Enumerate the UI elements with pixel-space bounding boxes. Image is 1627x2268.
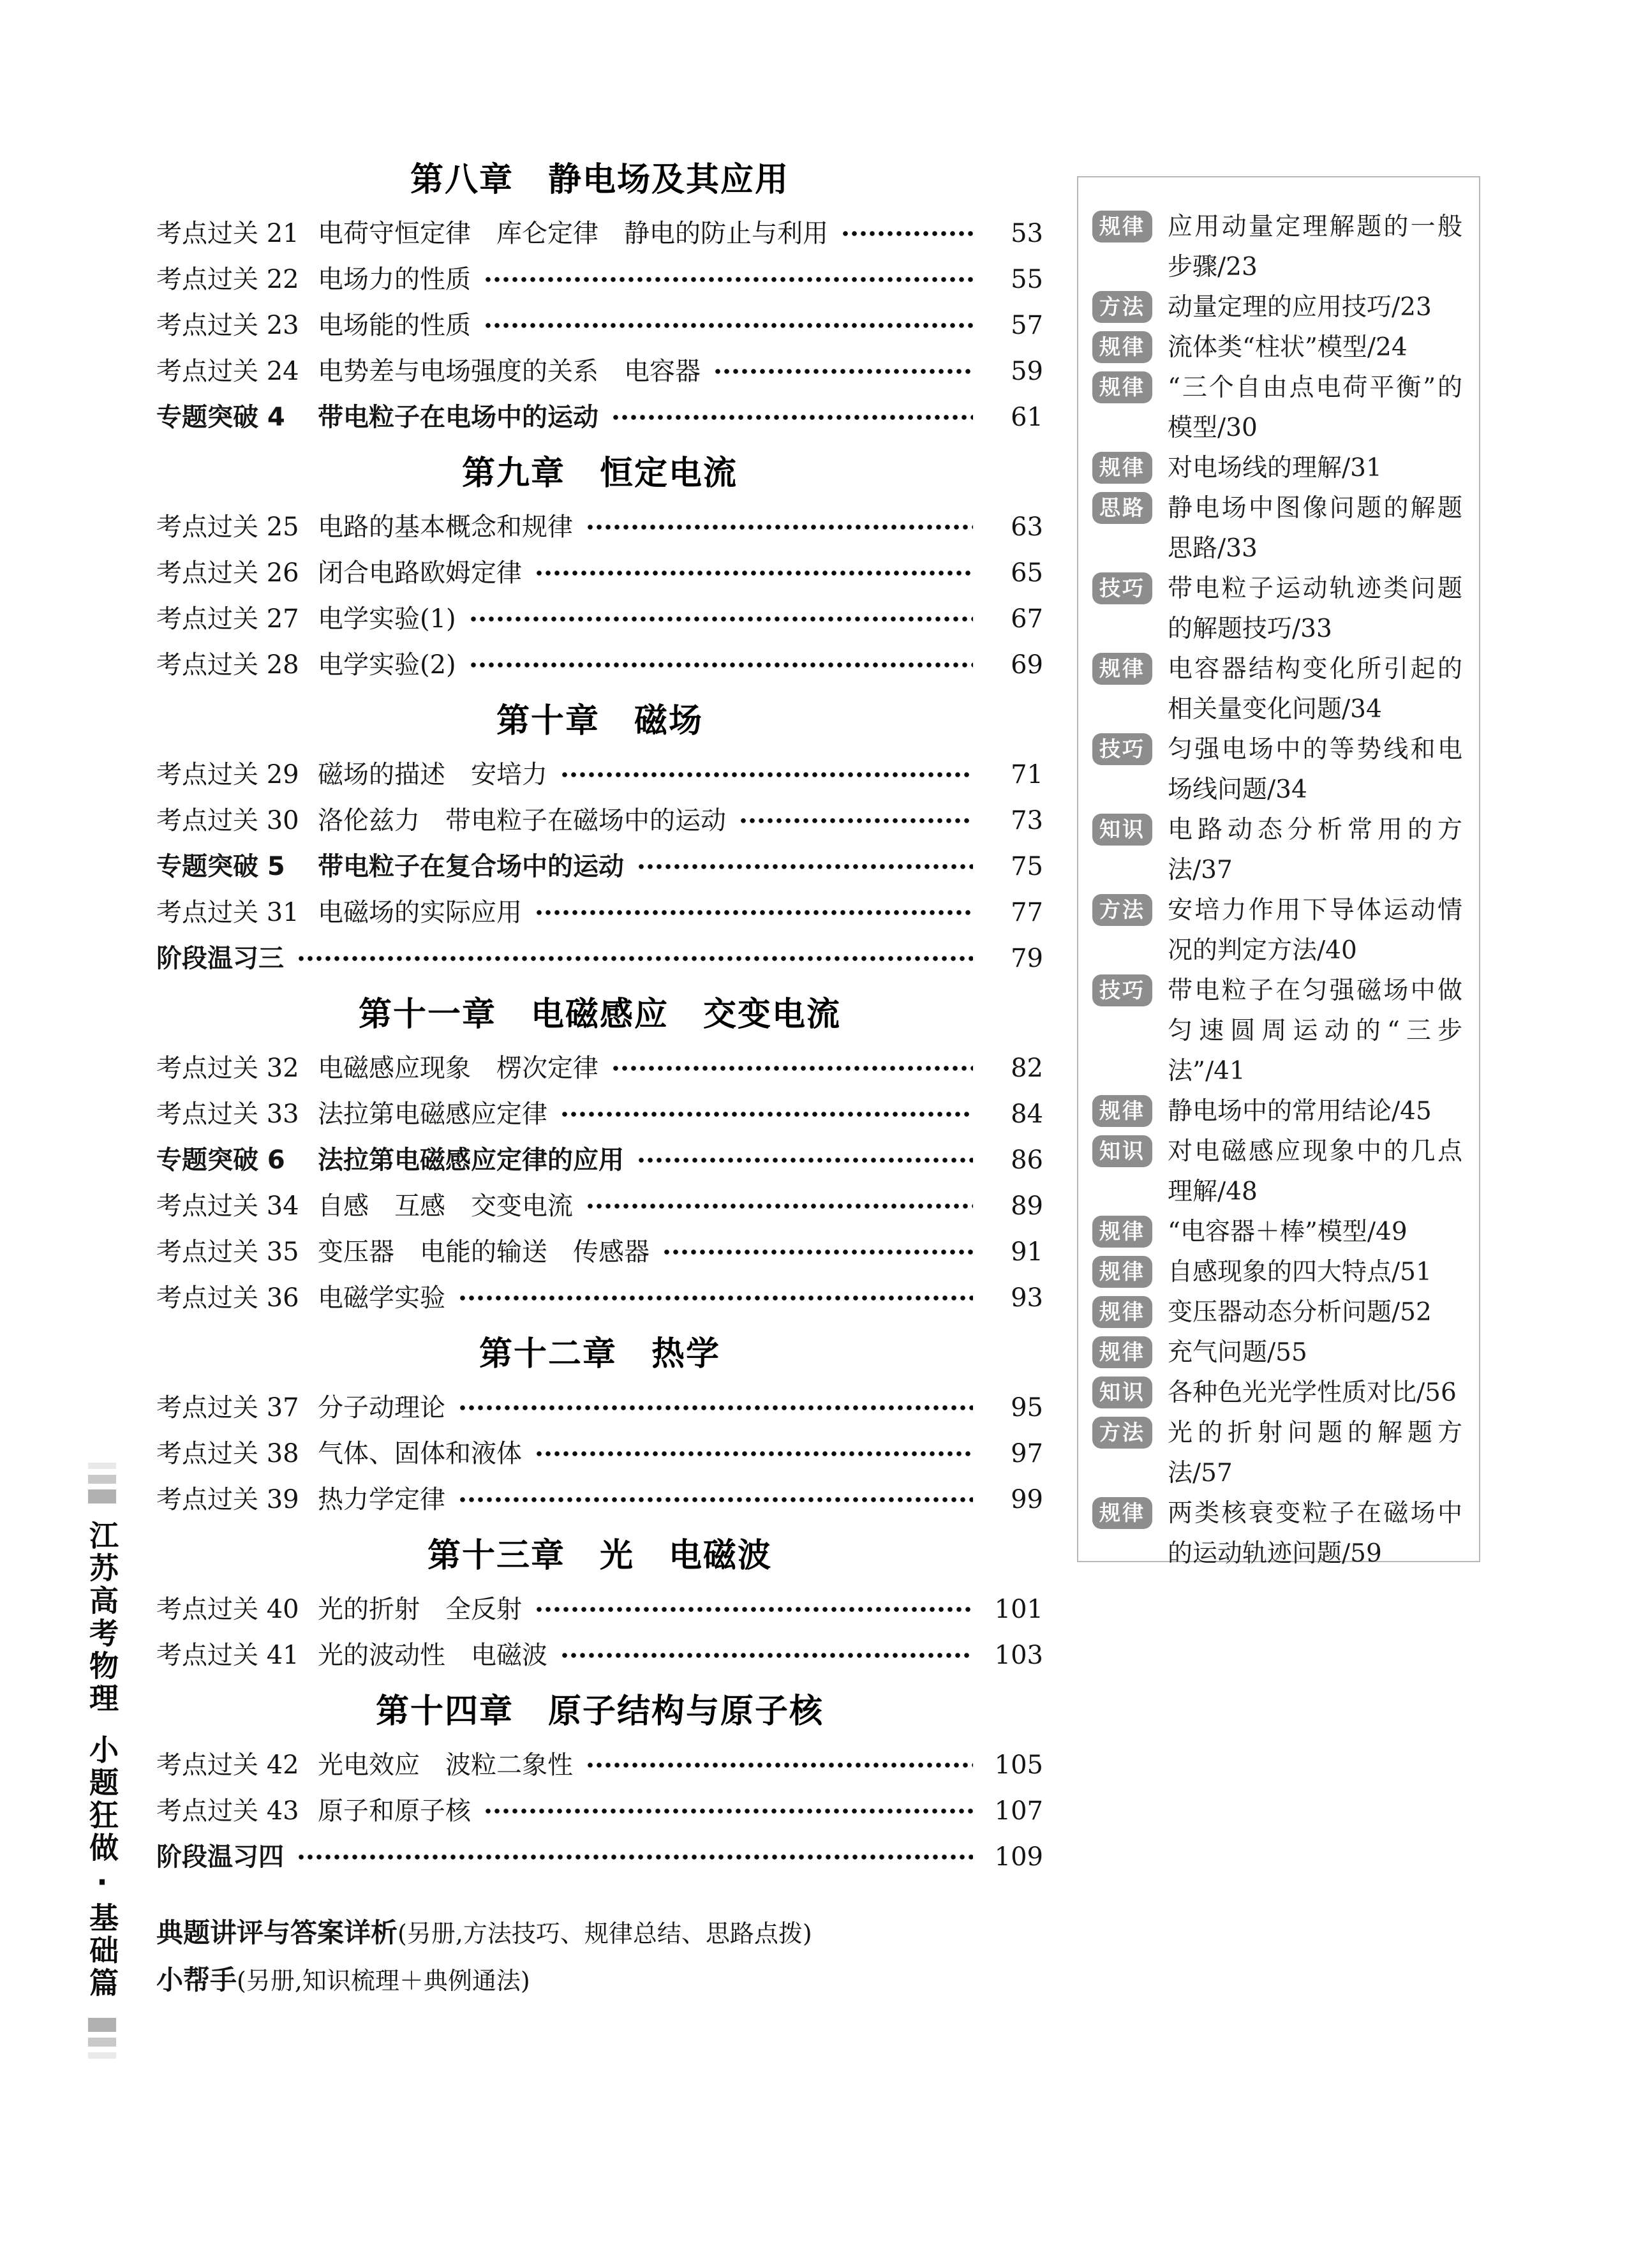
- dot-leader: [713, 366, 973, 377]
- entry-title: 法拉第电磁感应定律: [318, 1100, 547, 1129]
- dot-leader: [458, 1293, 973, 1303]
- entry-page: 53: [1011, 219, 1043, 248]
- tip-text: 对电磁感应现象中的几点理解/48: [1168, 1137, 1462, 1206]
- entry-page: 57: [1011, 311, 1043, 340]
- dot-leader: [611, 412, 973, 422]
- tip-item: [1092, 1332, 1462, 1373]
- tip-text: 充气问题/55: [1168, 1338, 1307, 1367]
- entry-label: 考点过关 39: [156, 1485, 299, 1514]
- dot-leader: [586, 1201, 973, 1211]
- chapter-title: 第十章 磁场: [496, 702, 703, 740]
- tip-text: 静电场中图像问题的解题思路/33: [1168, 494, 1462, 563]
- entry-title: 电场力的性质: [318, 265, 471, 294]
- series-title: 江苏高考物理: [85, 1520, 119, 1715]
- dot-leader: [662, 1247, 973, 1257]
- banner-stripe: [88, 2038, 116, 2047]
- tip-item: [1092, 649, 1462, 729]
- entry-page: 109: [994, 1842, 1043, 1872]
- chapter-title: 第九章 恒定电流: [461, 454, 738, 493]
- entry-title: 光的折射 全反射: [318, 1595, 522, 1624]
- banner-stripe: [88, 1489, 116, 1503]
- entry-page: 105: [994, 1750, 1043, 1780]
- tip-badge: 方法: [1092, 291, 1152, 323]
- toc-entry: [156, 844, 1043, 890]
- toc-entry: [156, 394, 1043, 440]
- tip-item: [1092, 287, 1462, 327]
- tip-item: [1092, 327, 1462, 368]
- entry-label: 专题突破 4: [156, 403, 285, 432]
- tip-text: 带电粒子在匀强磁场中做匀速圆周运动的“三步法”/41: [1168, 976, 1462, 1086]
- tip-item: [1092, 488, 1462, 569]
- tip-badge: 规律: [1092, 211, 1152, 242]
- toc-entry: [156, 302, 1043, 348]
- entry-label: 考点过关 43: [156, 1796, 299, 1826]
- entry-label: 专题突破 5: [156, 852, 285, 881]
- dot-leader: [637, 862, 973, 872]
- toc-entry: [156, 1586, 1043, 1632]
- tip-text: 应用动量定理解题的一般步骤/23: [1168, 213, 1462, 281]
- banner-stripe: [88, 1475, 116, 1484]
- dot-leader: [637, 1155, 973, 1165]
- entry-page: 65: [1011, 558, 1043, 588]
- dot-leader: [560, 1650, 973, 1660]
- tip-item: [1092, 1493, 1462, 1574]
- entry-label: 考点过关 24: [156, 357, 299, 386]
- entry-title: 电势差与电场强度的关系 电容器: [318, 357, 701, 386]
- chapter-title: 第十二章 热学: [479, 1335, 720, 1373]
- tip-badge: 知识: [1092, 1135, 1152, 1167]
- tip-badge: 规律: [1092, 1336, 1152, 1368]
- entry-label: 阶段温习三: [156, 944, 284, 973]
- footer-lead: 典题讲评与答案详析: [156, 1917, 398, 1948]
- tip-item: [1092, 1091, 1462, 1131]
- tip-text: 对电场线的理解/31: [1168, 454, 1382, 482]
- banner-stripe: [88, 1463, 116, 1469]
- entry-label: 考点过关 26: [156, 558, 299, 588]
- entry-title: 原子和原子核: [318, 1796, 471, 1826]
- entry-page: 84: [1011, 1100, 1043, 1129]
- spine-banner: [82, 1463, 123, 2059]
- tip-badge: 技巧: [1092, 974, 1152, 1006]
- tip-badge: 技巧: [1092, 572, 1152, 604]
- entry-label: 考点过关 38: [156, 1439, 299, 1468]
- tip-badge: 思路: [1092, 492, 1152, 524]
- entry-page: 91: [1011, 1237, 1043, 1267]
- tip-item: [1092, 971, 1462, 1091]
- entry-page: 89: [1011, 1191, 1043, 1221]
- toc-entry: [156, 890, 1043, 936]
- chapter-title: 第十一章 电磁感应 交变电流: [358, 996, 841, 1034]
- toc-entry: [156, 504, 1043, 550]
- entry-label: 考点过关 32: [156, 1054, 299, 1083]
- toc-entry: [156, 596, 1043, 642]
- chapter-title: 第十三章 光 电磁波: [427, 1537, 772, 1575]
- entry-page: 82: [1011, 1054, 1043, 1083]
- entry-label: 专题突破 6: [156, 1145, 285, 1175]
- toc-main: [156, 160, 1043, 2004]
- toc-entry: [156, 1183, 1043, 1229]
- entry-page: 101: [994, 1595, 1043, 1624]
- tip-text: 变压器动态分析问题/52: [1168, 1298, 1432, 1327]
- entry-title: 电磁学实验: [318, 1283, 445, 1313]
- entry-title: 电场能的性质: [318, 311, 471, 340]
- tip-badge: 知识: [1092, 1376, 1152, 1408]
- banner-stripe: [88, 2052, 116, 2059]
- dot-leader: [484, 320, 973, 331]
- dot-leader: [586, 522, 973, 532]
- tip-text: 电容器结构变化所引起的相关量变化问题/34: [1168, 655, 1462, 724]
- tip-badge: 规律: [1092, 452, 1152, 484]
- entry-label: 阶段温习四: [156, 1842, 284, 1872]
- tip-text: 带电粒子运动轨迹类问题的解题技巧/33: [1168, 574, 1462, 643]
- entry-page: 95: [1011, 1393, 1043, 1422]
- banner-stripe: [88, 2018, 116, 2032]
- dot-leader: [739, 816, 973, 826]
- toc-entry: [156, 1834, 1043, 1880]
- toc-entry: [156, 1742, 1043, 1788]
- dot-leader: [469, 614, 973, 624]
- entry-title: 磁场的描述 安培力: [318, 760, 547, 789]
- tip-badge: 规律: [1092, 1095, 1152, 1127]
- entry-label: 考点过关 34: [156, 1191, 299, 1221]
- entry-label: 考点过关 22: [156, 265, 299, 294]
- tip-badge: 方法: [1092, 1417, 1152, 1449]
- entry-title: 分子动理论: [318, 1393, 445, 1422]
- entry-title: 光的波动性 电磁波: [318, 1641, 547, 1670]
- toc-entry: [156, 1431, 1043, 1477]
- entry-page: 103: [994, 1641, 1043, 1670]
- entry-title: 带电粒子在复合场中的运动: [318, 852, 624, 881]
- tip-item: [1092, 1131, 1462, 1212]
- chapter-title: 第八章 静电场及其应用: [410, 161, 789, 199]
- toc-entry: [156, 1385, 1043, 1431]
- tip-item: [1092, 207, 1462, 287]
- toc-entry: [156, 798, 1043, 844]
- banner-stripes-bottom: [88, 2018, 116, 2059]
- entry-page: 55: [1011, 265, 1043, 294]
- entry-title: 电学实验(2): [318, 650, 456, 680]
- tip-text: 安培力作用下导体运动情况的判定方法/40: [1168, 896, 1462, 965]
- tip-text: “电容器＋棒”模型/49: [1168, 1218, 1408, 1246]
- chapter-title: 第十四章 原子结构与原子核: [375, 1692, 824, 1731]
- toc-entry: [156, 1477, 1043, 1523]
- toc-entry: [156, 1229, 1043, 1275]
- footer-note: (另册,方法技巧、规律总结、思路点拨): [397, 1920, 812, 1948]
- entry-title: 电荷守恒定律 库仑定律 静电的防止与利用: [318, 219, 828, 248]
- entry-label: 考点过关 35: [156, 1237, 299, 1267]
- entry-page: 71: [1011, 760, 1043, 789]
- entry-label: 考点过关 21: [156, 219, 299, 248]
- entry-label: 考点过关 23: [156, 311, 299, 340]
- entry-page: 107: [994, 1796, 1043, 1826]
- tip-text: 流体类“柱状”模型/24: [1168, 333, 1408, 362]
- dot-leader: [484, 274, 973, 285]
- entry-page: 59: [1011, 357, 1043, 386]
- dot-leader: [535, 1449, 973, 1459]
- footer-line: [156, 1909, 1043, 1957]
- tip-badge: 知识: [1092, 814, 1152, 846]
- tips-box: [1077, 176, 1480, 1568]
- tip-badge: 方法: [1092, 894, 1152, 926]
- tip-item: [1092, 1212, 1462, 1252]
- entry-title: 自感 互感 交变电流: [318, 1191, 573, 1221]
- tip-badge: 规律: [1092, 1497, 1152, 1529]
- toc-entry: [156, 1788, 1043, 1834]
- entry-title: 变压器 电能的输送 传感器: [318, 1237, 650, 1267]
- tip-text: 匀强电场中的等势线和电场线问题/34: [1168, 735, 1462, 804]
- tip-text: “三个自由点电荷平衡”的模型/30: [1168, 373, 1462, 442]
- tip-badge: 规律: [1092, 1296, 1152, 1328]
- entry-title: 洛伦兹力 带电粒子在磁场中的运动: [318, 806, 726, 835]
- tip-item: [1092, 368, 1462, 448]
- toc-entry: [156, 752, 1043, 798]
- dot-leader: [535, 568, 973, 578]
- tip-badge: 规律: [1092, 1216, 1152, 1248]
- footer-note: (另册,知识梳理＋典例通法): [237, 1967, 530, 1995]
- entry-label: 考点过关 27: [156, 604, 299, 634]
- toc-footer: [156, 1909, 1043, 2004]
- entry-label: 考点过关 37: [156, 1393, 299, 1422]
- toc-entry: [156, 211, 1043, 257]
- toc-entry: [156, 1091, 1043, 1137]
- dot-leader: [458, 1403, 973, 1413]
- entry-page: 79: [1011, 944, 1043, 973]
- tip-item: [1092, 448, 1462, 488]
- toc-entry: [156, 348, 1043, 394]
- entry-title: 电路的基本概念和规律: [318, 512, 573, 542]
- toc-entry: [156, 550, 1043, 596]
- tip-text: 两类核衰变粒子在磁场中的运动轨迹问题/59: [1168, 1499, 1462, 1568]
- entry-title: 电磁场的实际应用: [318, 898, 522, 927]
- dot-leader: [841, 228, 973, 239]
- entry-title: 法拉第电磁感应定律的应用: [318, 1145, 624, 1175]
- toc-entry: [156, 1045, 1043, 1091]
- entry-label: 考点过关 42: [156, 1750, 299, 1780]
- entry-label: 考点过关 28: [156, 650, 299, 680]
- entry-page: 97: [1011, 1439, 1043, 1468]
- entry-page: 75: [1011, 852, 1043, 881]
- dot-leader: [458, 1495, 973, 1505]
- entry-page: 67: [1011, 604, 1043, 634]
- tip-item: [1092, 729, 1462, 810]
- toc-entry: [156, 936, 1043, 981]
- entry-label: 考点过关 36: [156, 1283, 299, 1313]
- dot-leader: [297, 953, 973, 964]
- entry-label: 考点过关 31: [156, 898, 299, 927]
- toc-entry: [156, 642, 1043, 688]
- entry-title: 气体、固体和液体: [318, 1439, 522, 1468]
- entry-label: 考点过关 40: [156, 1595, 299, 1624]
- tip-badge: 技巧: [1092, 733, 1152, 765]
- footer-lead: 小帮手: [156, 1964, 237, 1996]
- entry-page: 63: [1011, 512, 1043, 542]
- toc-entry: [156, 1137, 1043, 1183]
- entry-page: 77: [1011, 898, 1043, 927]
- entry-title: 热力学定律: [318, 1485, 445, 1514]
- tip-text: 自感现象的四大特点/51: [1168, 1258, 1432, 1287]
- dot-leader: [469, 660, 973, 670]
- entry-page: 73: [1011, 806, 1043, 835]
- entry-title: 光电效应 波粒二象性: [318, 1750, 573, 1780]
- tip-text: 动量定理的应用技巧/23: [1168, 293, 1432, 322]
- entry-page: 61: [1011, 403, 1043, 432]
- entry-label: 考点过关 33: [156, 1100, 299, 1129]
- dot-leader: [586, 1760, 973, 1770]
- toc-entry: [156, 1632, 1043, 1678]
- entry-label: 考点过关 29: [156, 760, 299, 789]
- tip-text: 静电场中的常用结论/45: [1168, 1097, 1432, 1126]
- series-subtitle: 小题狂做·基础篇: [85, 1735, 119, 2000]
- entry-label: 考点过关 41: [156, 1641, 299, 1670]
- tip-badge: 规律: [1092, 653, 1152, 685]
- tip-item: [1092, 810, 1462, 890]
- entry-label: 考点过关 30: [156, 806, 299, 835]
- tip-item: [1092, 1373, 1462, 1413]
- tip-item: [1092, 890, 1462, 971]
- entry-page: 99: [1011, 1485, 1043, 1514]
- toc-entry: [156, 257, 1043, 302]
- dot-leader: [535, 1604, 973, 1615]
- tip-badge: 规律: [1092, 1256, 1152, 1288]
- tip-item: [1092, 1252, 1462, 1292]
- entry-label: 考点过关 25: [156, 512, 299, 542]
- tip-text: 各种色光光学性质对比/56: [1168, 1378, 1457, 1407]
- tip-text: 电路动态分析常用的方法/37: [1168, 816, 1462, 884]
- dot-leader: [535, 907, 973, 918]
- tip-text: 光的折射问题的解题方法/57: [1168, 1419, 1462, 1488]
- entry-title: 带电粒子在电场中的运动: [318, 403, 598, 432]
- tip-item: [1092, 1413, 1462, 1493]
- entry-title: 闭合电路欧姆定律: [318, 558, 522, 588]
- entry-page: 93: [1011, 1283, 1043, 1313]
- entry-page: 86: [1011, 1145, 1043, 1175]
- tip-item: [1092, 1292, 1462, 1332]
- dot-leader: [560, 1109, 973, 1119]
- entry-page: 69: [1011, 650, 1043, 680]
- entry-title: 电磁感应现象 楞次定律: [318, 1054, 598, 1083]
- dot-leader: [484, 1806, 973, 1816]
- entry-title: 电学实验(1): [318, 604, 456, 634]
- tip-badge: 规律: [1092, 371, 1152, 403]
- footer-line: [156, 1957, 1043, 2004]
- dot-leader: [297, 1852, 973, 1862]
- dot-leader: [560, 770, 973, 780]
- tip-item: [1092, 569, 1462, 649]
- tip-badge: 规律: [1092, 331, 1152, 363]
- dot-leader: [611, 1063, 973, 1073]
- toc-entry: [156, 1275, 1043, 1321]
